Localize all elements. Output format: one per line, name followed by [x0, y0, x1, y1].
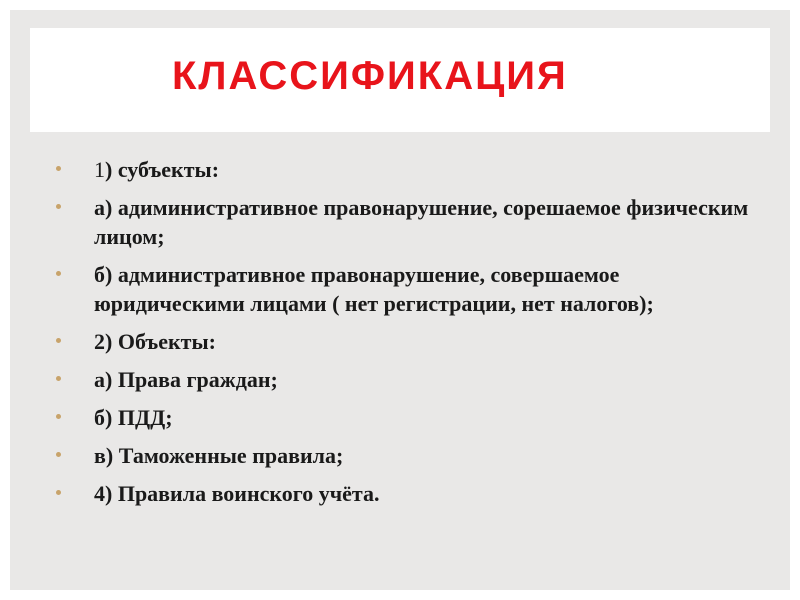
- bullet-dot-icon: [56, 490, 61, 495]
- bullet-dot-icon: [56, 452, 61, 457]
- list-item-text: 4) Правила воинского учёта.: [94, 481, 380, 506]
- list-item: [52, 479, 752, 508]
- slide-title: КЛАССИФИКАЦИЯ: [172, 54, 568, 98]
- list-item-text: б) административное правонарушение, совершаемое юридическими лицами ( нет регистрации, нет налогов);: [94, 262, 654, 316]
- bullet-dot-icon: [56, 414, 61, 419]
- list-item: [52, 441, 752, 470]
- title-box: [30, 28, 770, 132]
- bullet-dot-icon: [56, 204, 61, 209]
- list-item-text: б) ПДД;: [94, 405, 173, 430]
- list-item: [52, 193, 752, 251]
- bullet-list: [52, 155, 752, 517]
- list-item-text: а) адиминистративное правонарушение, сорешаемое физическим лицом;: [94, 195, 749, 249]
- bullet-dot-icon: [56, 376, 61, 381]
- bullet-dot-icon: [56, 338, 61, 343]
- list-item: [52, 365, 752, 394]
- list-item-text: а) Права граждан;: [94, 367, 278, 392]
- list-item: [52, 155, 752, 184]
- bullet-dot-icon: [56, 166, 61, 171]
- list-item-text: в) Таможенные правила;: [94, 443, 344, 468]
- list-item-number: 1: [94, 157, 105, 182]
- bullet-dot-icon: [56, 271, 61, 276]
- list-item: [52, 403, 752, 432]
- list-item: [52, 327, 752, 356]
- slide: [10, 10, 790, 590]
- list-item-text: 2) Объекты:: [94, 329, 216, 354]
- list-item: [52, 260, 752, 318]
- list-item-text: ) субъекты:: [105, 157, 220, 182]
